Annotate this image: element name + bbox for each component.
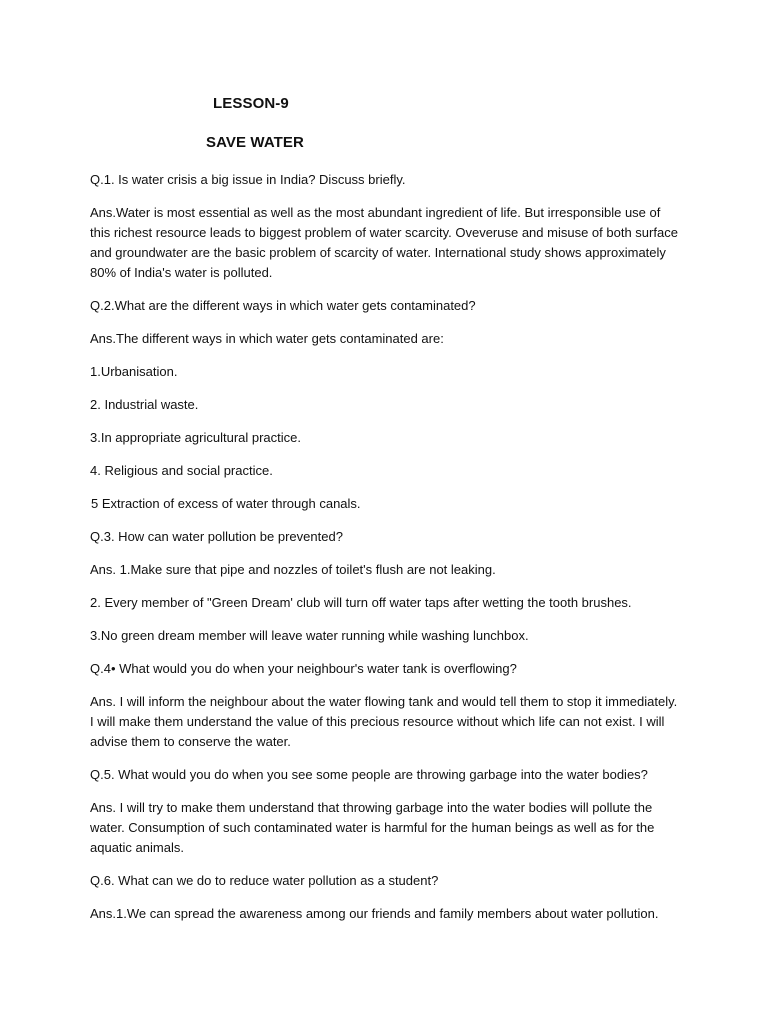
question-4: Q.4• What would you do when your neighbour's water tank is overflowing? (90, 661, 517, 676)
question-5: Q.5. What would you do when you see some people are throwing garbage into the water bodies? (90, 767, 648, 782)
answer-4: Ans. I will inform the neighbour about the water flowing tank and would tell them to stop it immediately. I will make them understand the value of this precious resource without which life can not exist. I will advise them to conserve the water. (90, 694, 678, 749)
document-body (90, 170, 678, 937)
answer-3-item-3: 3.No green dream member will leave water running while washing lunchbox. (90, 628, 529, 643)
list-item-2: 2. Industrial waste. (90, 397, 199, 412)
answer-3-item-1: Ans. 1.Make sure that pipe and nozzles of toilet's flush are not leaking. (90, 562, 496, 577)
answer-5: Ans. I will try to make them understand that throwing garbage into the water bodies will pollute the water. Consumption of such contaminated water is harmful for the human beings as well as for the aquatic animals. (90, 800, 655, 855)
question-1: Q.1. Is water crisis a big issue in India? Discuss briefly. (90, 172, 406, 187)
answer-2-intro: Ans.The different ways in which water gets contaminated are: (90, 331, 444, 346)
lesson-heading: LESSON-9 (213, 95, 289, 112)
question-6: Q.6. What can we do to reduce water pollution as a student? (90, 873, 439, 888)
question-3: Q.3. How can water pollution be prevented? (90, 529, 343, 544)
answer-3-item-2: 2. Every member of "Green Dream' club will turn off water taps after wetting the tooth brushes. (90, 595, 632, 610)
list-item-1: 1.Urbanisation. (90, 364, 178, 379)
question-2: Q.2.What are the different ways in which water gets contaminated? (90, 298, 476, 313)
list-item-3: 3.In appropriate agricultural practice. (90, 430, 302, 445)
answer-6-item-1: Ans.1.We can spread the awareness among our friends and family members about water pollution. (90, 906, 659, 921)
list-item-5: 5 Extraction of excess of water through canals. (91, 496, 361, 511)
answer-1: Ans.Water is most essential as well as the most abundant ingredient of life. But irresponsible use of this richest resource leads to biggest problem of water scarcity. Oveveruse and misuse of both surface and groundwater are the basic problem of scarcity of water. International study shows approximately 80% of India's water is polluted. (90, 205, 678, 280)
list-item-4: 4. Religious and social practice. (90, 463, 273, 478)
page-title: SAVE WATER (206, 134, 304, 151)
